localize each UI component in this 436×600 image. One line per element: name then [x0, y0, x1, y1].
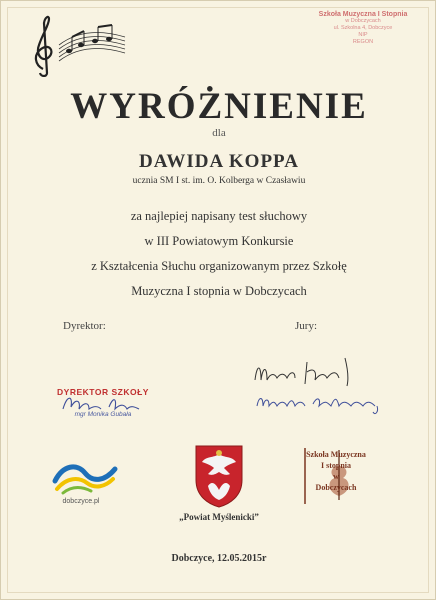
director-stamp-name: mgr Monika Gubała [74, 411, 132, 418]
issue-date: Dobczyce, 12.05.2015r [171, 553, 267, 564]
treble-clef-music-notes-icon [25, 15, 135, 77]
body-line: Muzyczna I stopnia w Dobczycach [131, 284, 307, 298]
powiat-crest-icon [194, 444, 244, 508]
dobczyce-caption: dobczyce.pl [62, 498, 100, 505]
crest-caption: „Powiat Myślenicki” [179, 512, 259, 522]
stamp-title: Szkoła Muzyczna I Stopnia [318, 11, 408, 18]
body-line: w III Powiatowym Konkursie [144, 234, 294, 248]
stamp-line: ul. Szkolna 4, Dobczyce [333, 25, 393, 31]
school-logo-text [301, 449, 371, 493]
jury-signature-1 [251, 354, 361, 388]
school-logo-line: Szkoła Muzyczna [306, 450, 366, 459]
student-description: ucznia SM I st. im. O. Kolberga w Czasławiu [132, 176, 306, 186]
body-line: z Kształcenia Słuchu organizowanym przez Szkołę [91, 259, 347, 273]
recipient-name: DAWIDA KOPPA [139, 151, 299, 172]
jury-label: Jury: [295, 320, 317, 332]
body-line: za najlepiej napisany test słuchowy [130, 209, 308, 223]
dobczyce-logo-icon [49, 451, 119, 495]
jury-signature-2 [255, 388, 385, 416]
director-signature [59, 391, 149, 417]
for-word: dla [212, 127, 226, 139]
school-logo-line: w [333, 472, 339, 481]
stamp-line: REGON [352, 39, 374, 45]
stamp-line: w Dobczycach [345, 18, 381, 24]
director-stamp-title: DYREKTOR SZKOŁY [57, 387, 149, 397]
certificate-title: WYRÓŻNIENIE [70, 86, 368, 127]
school-stamp-top [315, 11, 411, 46]
school-logo-line: I stopnia [320, 461, 351, 470]
stamp-line: NIP [358, 32, 368, 38]
school-logo-line: Dobczycach [315, 483, 357, 492]
director-label: Dyrektor: [63, 320, 106, 332]
